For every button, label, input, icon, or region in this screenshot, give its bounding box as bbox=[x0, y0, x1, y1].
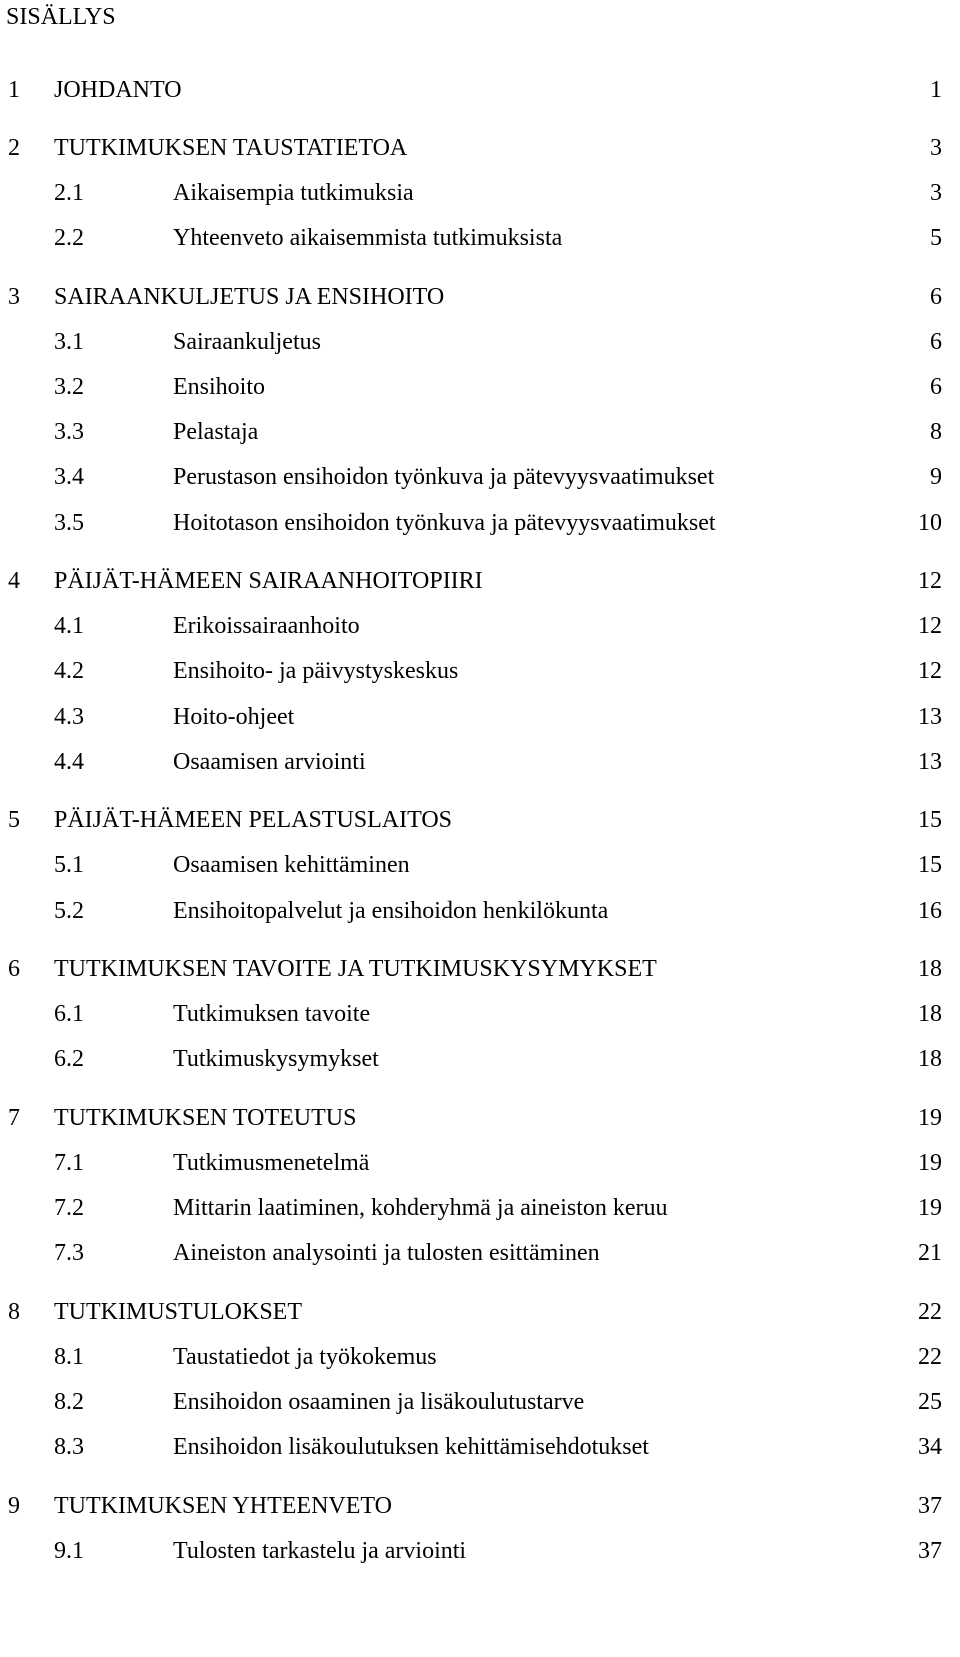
toc-entry[interactable] bbox=[0, 1042, 960, 1076]
toc-entry-number: 1 bbox=[8, 77, 20, 103]
toc-entry[interactable] bbox=[0, 609, 960, 643]
toc-entry-label: SAIRAANKULJETUS JA ENSIHOITO bbox=[54, 284, 445, 310]
toc-entry-label: Osaamisen kehittäminen bbox=[173, 852, 410, 878]
toc-entry[interactable] bbox=[0, 460, 960, 494]
toc-entry[interactable] bbox=[0, 1340, 960, 1374]
toc-entry[interactable] bbox=[0, 700, 960, 734]
toc-entry[interactable] bbox=[0, 1385, 960, 1419]
toc-entry-number: 4 bbox=[8, 568, 20, 594]
toc-entry-page-number: 8 bbox=[930, 419, 942, 445]
toc-entry-page-number: 3 bbox=[930, 180, 942, 206]
toc-entry-page-number: 21 bbox=[918, 1240, 942, 1266]
toc-entry[interactable] bbox=[0, 564, 960, 598]
toc-entry[interactable] bbox=[0, 1295, 960, 1329]
toc-entry-number: 3.3 bbox=[54, 419, 84, 445]
toc-entry-page-number: 5 bbox=[930, 225, 942, 251]
toc-entry-number: 7.2 bbox=[54, 1195, 84, 1221]
toc-entry-label: Yhteenveto aikaisemmista tutkimuksista bbox=[173, 225, 563, 251]
toc-entry-label: Mittarin laatiminen, kohderyhmä ja aineiston keruu bbox=[173, 1195, 668, 1221]
toc-entry[interactable] bbox=[0, 997, 960, 1031]
toc-entry-label: Tulosten tarkastelu ja arviointi bbox=[173, 1538, 467, 1564]
toc-entry-label: PÄIJÄT-HÄMEEN PELASTUSLAITOS bbox=[54, 807, 453, 833]
toc-entry-page-number: 16 bbox=[918, 898, 942, 924]
toc-entry-number: 3.2 bbox=[54, 374, 84, 400]
toc-entry-label: Taustatiedot ja työkokemus bbox=[173, 1344, 437, 1370]
toc-entry-page-number: 13 bbox=[918, 749, 942, 775]
toc-entry-number: 8 bbox=[8, 1299, 20, 1325]
toc-entry-label: Ensihoitopalvelut ja ensihoidon henkilökunta bbox=[173, 898, 609, 924]
toc-entry[interactable] bbox=[0, 894, 960, 928]
toc-entry-page-number: 15 bbox=[918, 852, 942, 878]
toc-entry-page-number: 6 bbox=[930, 374, 942, 400]
toc-entry-number: 7.3 bbox=[54, 1240, 84, 1266]
toc-entry-number: 3.4 bbox=[54, 464, 84, 490]
toc-entry-label: Ensihoidon lisäkoulutuksen kehittämisehdotukset bbox=[173, 1434, 649, 1460]
toc-entry-label: TUTKIMUKSEN TAVOITE JA TUTKIMUSKYSYMYKSET bbox=[54, 956, 657, 982]
toc-entry[interactable] bbox=[0, 415, 960, 449]
toc-entry-number: 9 bbox=[8, 1493, 20, 1519]
toc-entry[interactable] bbox=[0, 1236, 960, 1270]
toc-entry-page-number: 15 bbox=[918, 807, 942, 833]
toc-entry-page-number: 13 bbox=[918, 704, 942, 730]
toc-entry-number: 6.2 bbox=[54, 1046, 84, 1072]
toc-entry-label: Erikoissairaanhoito bbox=[173, 613, 360, 639]
toc-entry-page-number: 3 bbox=[930, 135, 942, 161]
toc-entry[interactable] bbox=[0, 654, 960, 688]
toc-entry-page-number: 22 bbox=[918, 1299, 942, 1325]
toc-entry-page-number: 18 bbox=[918, 1001, 942, 1027]
toc-entry-page-number: 34 bbox=[918, 1434, 942, 1460]
toc-entry-page-number: 9 bbox=[930, 464, 942, 490]
toc-entry-label: TUTKIMUKSEN TAUSTATIETOA bbox=[54, 135, 408, 161]
toc-entry-number: 7 bbox=[8, 1105, 20, 1131]
toc-entry-page-number: 12 bbox=[918, 613, 942, 639]
toc-entry-number: 6.1 bbox=[54, 1001, 84, 1027]
toc-entry[interactable] bbox=[0, 131, 960, 165]
toc-entry-page-number: 1 bbox=[930, 77, 942, 103]
toc-entry-number: 8.3 bbox=[54, 1434, 84, 1460]
toc-entry-number: 8.1 bbox=[54, 1344, 84, 1370]
toc-entry-number: 2.2 bbox=[54, 225, 84, 251]
toc-entry-page-number: 37 bbox=[918, 1493, 942, 1519]
toc-entry-number: 4.1 bbox=[54, 613, 84, 639]
toc-entry-page-number: 6 bbox=[930, 284, 942, 310]
toc-entry[interactable] bbox=[0, 848, 960, 882]
toc-entry-label: Perustason ensihoidon työnkuva ja pätevyysvaatimukset bbox=[173, 464, 715, 490]
toc-entry-page-number: 12 bbox=[918, 658, 942, 684]
toc-entry-label: Ensihoito- ja päivystyskeskus bbox=[173, 658, 459, 684]
toc-entry-page-number: 37 bbox=[918, 1538, 942, 1564]
toc-entry-page-number: 6 bbox=[930, 329, 942, 355]
toc-entry-page-number: 10 bbox=[918, 510, 942, 536]
toc-entry-number: 4.2 bbox=[54, 658, 84, 684]
toc-entry-number: 2 bbox=[8, 135, 20, 161]
toc-entry-page-number: 22 bbox=[918, 1344, 942, 1370]
toc-entry[interactable] bbox=[0, 1489, 960, 1523]
toc-entry-page-number: 19 bbox=[918, 1195, 942, 1221]
toc-entry-label: JOHDANTO bbox=[54, 77, 182, 103]
toc-entry-label: Tutkimuskysymykset bbox=[173, 1046, 379, 1072]
toc-entry-page-number: 25 bbox=[918, 1389, 942, 1415]
toc-entry-number: 5.2 bbox=[54, 898, 84, 924]
toc-entry-label: Sairaankuljetus bbox=[173, 329, 321, 355]
toc-entry[interactable] bbox=[0, 221, 960, 255]
toc-entry-number: 9.1 bbox=[54, 1538, 84, 1564]
toc-entry-label: PÄIJÄT-HÄMEEN SAIRAANHOITOPIIRI bbox=[54, 568, 483, 594]
toc-entry-number: 4.4 bbox=[54, 749, 84, 775]
toc-entry[interactable] bbox=[0, 280, 960, 314]
toc-entry[interactable] bbox=[0, 1534, 960, 1568]
toc-entry[interactable] bbox=[0, 1191, 960, 1225]
toc-entry-label: Ensihoidon osaaminen ja lisäkoulutustarve bbox=[173, 1389, 585, 1415]
toc-entry-page-number: 18 bbox=[918, 1046, 942, 1072]
toc-entry-page-number: 19 bbox=[918, 1150, 942, 1176]
toc-entry-page-number: 18 bbox=[918, 956, 942, 982]
toc-entry[interactable] bbox=[0, 1146, 960, 1180]
toc-entry-number: 2.1 bbox=[54, 180, 84, 206]
toc-entry[interactable] bbox=[0, 952, 960, 986]
toc-entry-number: 5.1 bbox=[54, 852, 84, 878]
toc-entry-label: Tutkimuksen tavoite bbox=[173, 1001, 371, 1027]
toc-entry-number: 3.5 bbox=[54, 510, 84, 536]
toc-entry[interactable] bbox=[0, 1430, 960, 1464]
toc-entry[interactable] bbox=[0, 325, 960, 359]
toc-entry[interactable] bbox=[0, 745, 960, 779]
toc-entry-label: TUTKIMUKSEN YHTEENVETO bbox=[54, 1493, 392, 1519]
toc-entry-number: 3 bbox=[8, 284, 20, 310]
toc-entry-number: 6 bbox=[8, 956, 20, 982]
toc-entry[interactable] bbox=[0, 73, 960, 107]
toc-entry-label: TUTKIMUKSEN TOTEUTUS bbox=[54, 1105, 357, 1131]
toc-entry-number: 4.3 bbox=[54, 704, 84, 730]
toc-entry-number: 3.1 bbox=[54, 329, 84, 355]
toc-entry-label: Hoitotason ensihoidon työnkuva ja pätevyysvaatimukset bbox=[173, 510, 716, 536]
toc-entry-page-number: 12 bbox=[918, 568, 942, 594]
toc-entry-label: TUTKIMUSTULOKSET bbox=[54, 1299, 302, 1325]
toc-entry[interactable] bbox=[0, 1101, 960, 1135]
toc-entry-label: Osaamisen arviointi bbox=[173, 749, 366, 775]
toc-entry-number: 8.2 bbox=[54, 1389, 84, 1415]
toc-entry-label: Aineiston analysointi ja tulosten esittäminen bbox=[173, 1240, 600, 1266]
toc-entry-label: Hoito-ohjeet bbox=[173, 704, 295, 730]
toc-entry-label: Pelastaja bbox=[173, 419, 259, 445]
toc-entry[interactable] bbox=[0, 803, 960, 837]
toc-entry[interactable] bbox=[0, 506, 960, 540]
toc-entry[interactable] bbox=[0, 370, 960, 404]
toc-entry-number: 5 bbox=[8, 807, 20, 833]
toc-entry-label: Tutkimusmenetelmä bbox=[173, 1150, 370, 1176]
toc-entry[interactable] bbox=[0, 176, 960, 210]
page-title: SISÄLLYS bbox=[6, 4, 116, 30]
toc-entry-number: 7.1 bbox=[54, 1150, 84, 1176]
toc-entry-label: Ensihoito bbox=[173, 374, 266, 400]
toc-entry-page-number: 19 bbox=[918, 1105, 942, 1131]
toc-entry-label: Aikaisempia tutkimuksia bbox=[173, 180, 414, 206]
